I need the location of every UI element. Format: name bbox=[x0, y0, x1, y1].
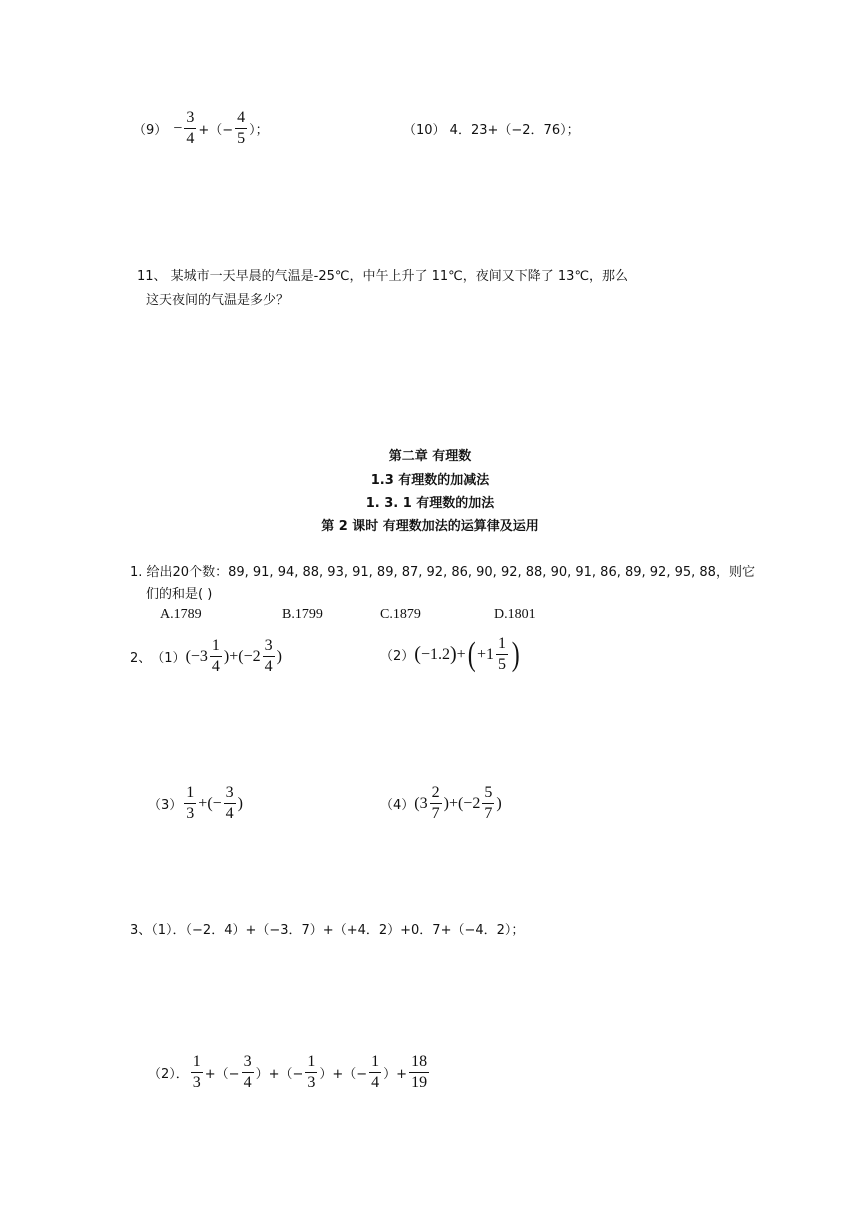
part-label: （2）． bbox=[148, 1067, 189, 1082]
denominator: 7 bbox=[484, 805, 493, 822]
lesson-title: 第 2 课时 有理数加法的运算律及运用 bbox=[321, 519, 539, 534]
close-paren: ) bbox=[443, 794, 449, 812]
problem-3-part-2 bbox=[148, 1052, 431, 1093]
denominator: 4 bbox=[186, 130, 195, 147]
section-title: 1.3 有理数的加减法 bbox=[370, 473, 490, 488]
close-paren: ) bbox=[276, 647, 282, 665]
problem-9-label: （9） bbox=[133, 123, 168, 138]
open-paren: ( bbox=[414, 794, 420, 812]
fraction bbox=[235, 108, 247, 149]
numerator: 2 bbox=[430, 783, 442, 804]
open-paren: (− bbox=[207, 794, 222, 812]
problem-2-part-2 bbox=[380, 634, 521, 675]
fraction bbox=[430, 783, 442, 824]
denominator: 7 bbox=[431, 805, 440, 822]
part-label: （2） bbox=[380, 649, 415, 664]
close-paren: ) bbox=[511, 635, 520, 673]
fraction bbox=[482, 783, 494, 824]
operator: +（− bbox=[204, 1067, 240, 1082]
numerator: 1 bbox=[369, 1052, 381, 1073]
operator: ）+（− bbox=[255, 1067, 304, 1082]
open-paren: ( bbox=[414, 643, 421, 665]
problem-9 bbox=[133, 108, 269, 149]
fraction bbox=[305, 1052, 317, 1093]
close-paren: ) bbox=[223, 647, 230, 665]
numerator: 4 bbox=[235, 108, 247, 129]
option-d: D.1801 bbox=[494, 607, 536, 622]
fraction bbox=[184, 108, 196, 149]
plus-sign: + bbox=[448, 794, 458, 812]
problem-2-label: 2、 bbox=[130, 651, 152, 666]
numerator: 1 bbox=[496, 634, 508, 655]
fraction bbox=[242, 1052, 254, 1093]
numerator: 18 bbox=[409, 1052, 429, 1073]
numerator: 1 bbox=[184, 783, 196, 804]
fraction bbox=[224, 783, 236, 824]
problem-11-line1: 11、 某城市一天早晨的气温是-25℃，中午上升了 11℃，夜间又下降了 13℃，那么 bbox=[137, 269, 629, 284]
problem-11-line2: 这天夜间的气温是多少？ bbox=[146, 293, 290, 308]
open-paren: ( bbox=[467, 635, 476, 673]
problem-3-part-1: 3、（1）．（−2．4）+（−3．7）+（+4．2）+0．7+（−4．2）； bbox=[130, 923, 525, 938]
denominator: 3 bbox=[186, 805, 195, 822]
decimal-value: −1.2 bbox=[420, 645, 450, 663]
denominator: 19 bbox=[411, 1074, 428, 1091]
chapter-title: 第二章 有理数 bbox=[388, 449, 472, 464]
denominator: 5 bbox=[237, 130, 246, 147]
plus-sign: + bbox=[456, 645, 466, 663]
problem-2-part-1 bbox=[130, 636, 282, 677]
numerator: 5 bbox=[482, 783, 494, 804]
fraction bbox=[191, 1052, 203, 1093]
plus-sign: + bbox=[229, 647, 239, 665]
operator: ）+（− bbox=[319, 1067, 368, 1082]
option-b: B.1799 bbox=[282, 607, 323, 622]
numerator: 3 bbox=[184, 108, 196, 129]
fraction bbox=[184, 783, 196, 824]
whole-number: −2 bbox=[463, 794, 481, 812]
part-label: （4） bbox=[380, 798, 415, 813]
operator: ）+ bbox=[383, 1067, 408, 1082]
fraction bbox=[210, 636, 222, 677]
denominator: 4 bbox=[264, 658, 273, 675]
problem-10: （10） 4．23+（−2．76）； bbox=[403, 123, 580, 138]
problem-2-part-3 bbox=[148, 783, 243, 824]
denominator: 3 bbox=[192, 1074, 201, 1091]
numerator: 3 bbox=[242, 1052, 254, 1073]
whole-number: 3 bbox=[419, 794, 428, 812]
fraction bbox=[496, 634, 508, 675]
operator: +（− bbox=[198, 123, 234, 138]
close-paren: ) bbox=[237, 794, 243, 812]
open-paren: ( bbox=[238, 647, 244, 665]
subsection-title: 1. 3. 1 有理数的加法 bbox=[365, 496, 495, 511]
denominator: 3 bbox=[307, 1074, 316, 1091]
open-paren: ( bbox=[185, 647, 191, 665]
numerator: 1 bbox=[191, 1052, 203, 1073]
numerator: 3 bbox=[263, 636, 275, 657]
part-label: （1） bbox=[151, 651, 186, 666]
whole-number: −3 bbox=[190, 647, 208, 665]
denominator: 5 bbox=[498, 656, 507, 673]
denominator: 4 bbox=[225, 805, 234, 822]
fraction bbox=[263, 636, 275, 677]
close-paren: ) bbox=[449, 643, 457, 665]
minus-sign: − bbox=[173, 119, 183, 137]
close-paren: ) bbox=[496, 794, 502, 812]
numerator: 1 bbox=[210, 636, 222, 657]
problem-1-line2: 们的和是( ) bbox=[146, 587, 213, 602]
closing: ）； bbox=[249, 123, 269, 138]
denominator: 4 bbox=[371, 1074, 380, 1091]
fraction bbox=[409, 1052, 429, 1093]
open-paren: ( bbox=[457, 794, 464, 812]
problem-1-line1: 1. 给出20个数：89, 91, 94, 88, 93, 91, 89, 87, 92, 86, 90, 92, 88, 90, 91, 86, 89, 92, 95, 88，则它 bbox=[130, 565, 755, 580]
denominator: 4 bbox=[243, 1074, 252, 1091]
option-c: C.1879 bbox=[380, 607, 421, 622]
part-label: （3） bbox=[148, 798, 183, 813]
numerator: 3 bbox=[224, 783, 236, 804]
denominator: 4 bbox=[211, 658, 220, 675]
fraction bbox=[369, 1052, 381, 1093]
numerator: 1 bbox=[305, 1052, 317, 1073]
whole-number: −2 bbox=[243, 647, 261, 665]
whole-number: +1 bbox=[477, 645, 495, 663]
problem-2-part-4 bbox=[380, 783, 502, 824]
option-a: A.1789 bbox=[160, 607, 202, 622]
plus-sign: + bbox=[198, 794, 208, 812]
